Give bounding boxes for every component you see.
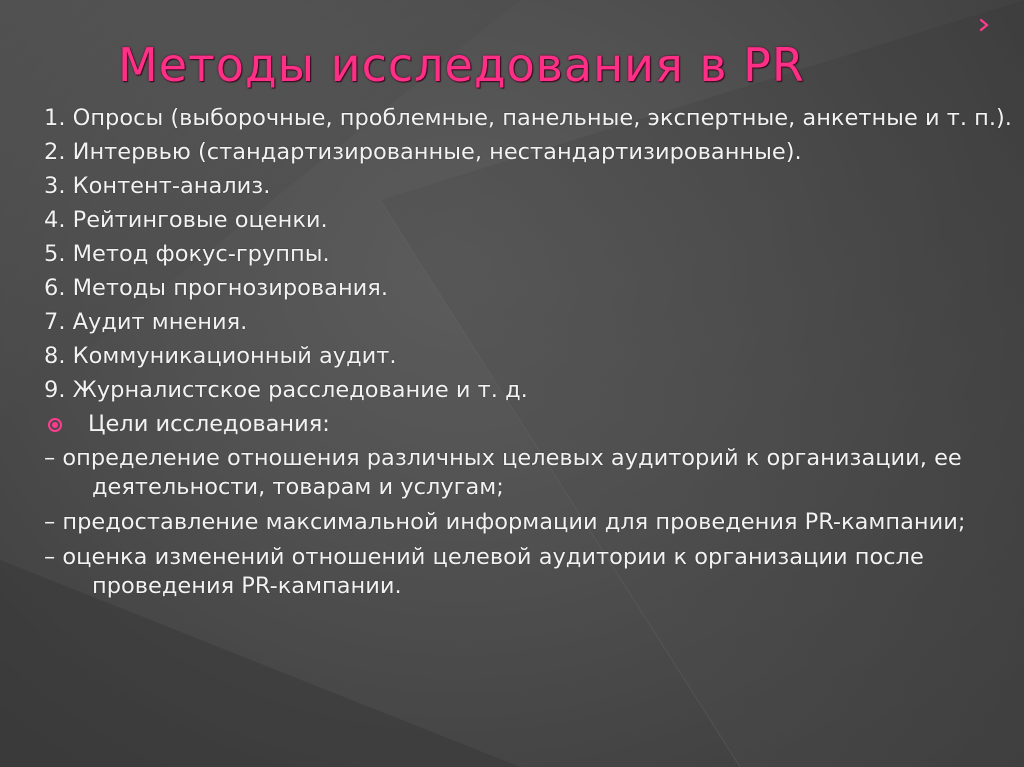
goal-item-information: – предоставление максимальной информации для проведения PR-кампании;	[44, 509, 966, 535]
chevron-right-icon-stroke	[981, 20, 987, 30]
slide-title: Методы исследования в PR	[118, 38, 805, 92]
list-item-interviews: 2. Интервью (стандартизированные, нестандартизированные).	[44, 139, 802, 165]
goal-item-attitude: – определение отношения различных целевых аудиторий к организации, ее деятельности, товарам и услугам;	[44, 445, 962, 500]
list-item-rating-scores: 4. Рейтинговые оценки.	[44, 207, 328, 233]
list-item-opinion-audit: 7. Аудит мнения.	[44, 309, 248, 335]
chevron-right-icon[interactable]	[978, 18, 992, 32]
goals-heading: Цели исследования:	[88, 411, 330, 437]
goals-heading-row	[44, 410, 1014, 439]
list-item-forecasting: 6. Методы прогнозирования.	[44, 275, 388, 301]
slide-content	[44, 104, 1014, 607]
radio-circle-icon	[48, 418, 62, 432]
list-item-surveys: 1. Опросы (выборочные, проблемные, панельные, экспертные, анкетные и т. п.).	[44, 105, 1012, 131]
list-item-communication-audit: 8. Коммуникационный аудит.	[44, 343, 397, 369]
list-item-content-analysis: 3. Контент-анализ.	[44, 173, 271, 199]
list-item-focus-group: 5. Метод фокус-группы.	[44, 241, 330, 267]
goal-item-evaluation: – оценка изменений отношений целевой аудитории к организации после проведения PR-кампании.	[44, 544, 924, 599]
list-item-investigation: 9. Журналистское расследование и т. д.	[44, 377, 528, 403]
